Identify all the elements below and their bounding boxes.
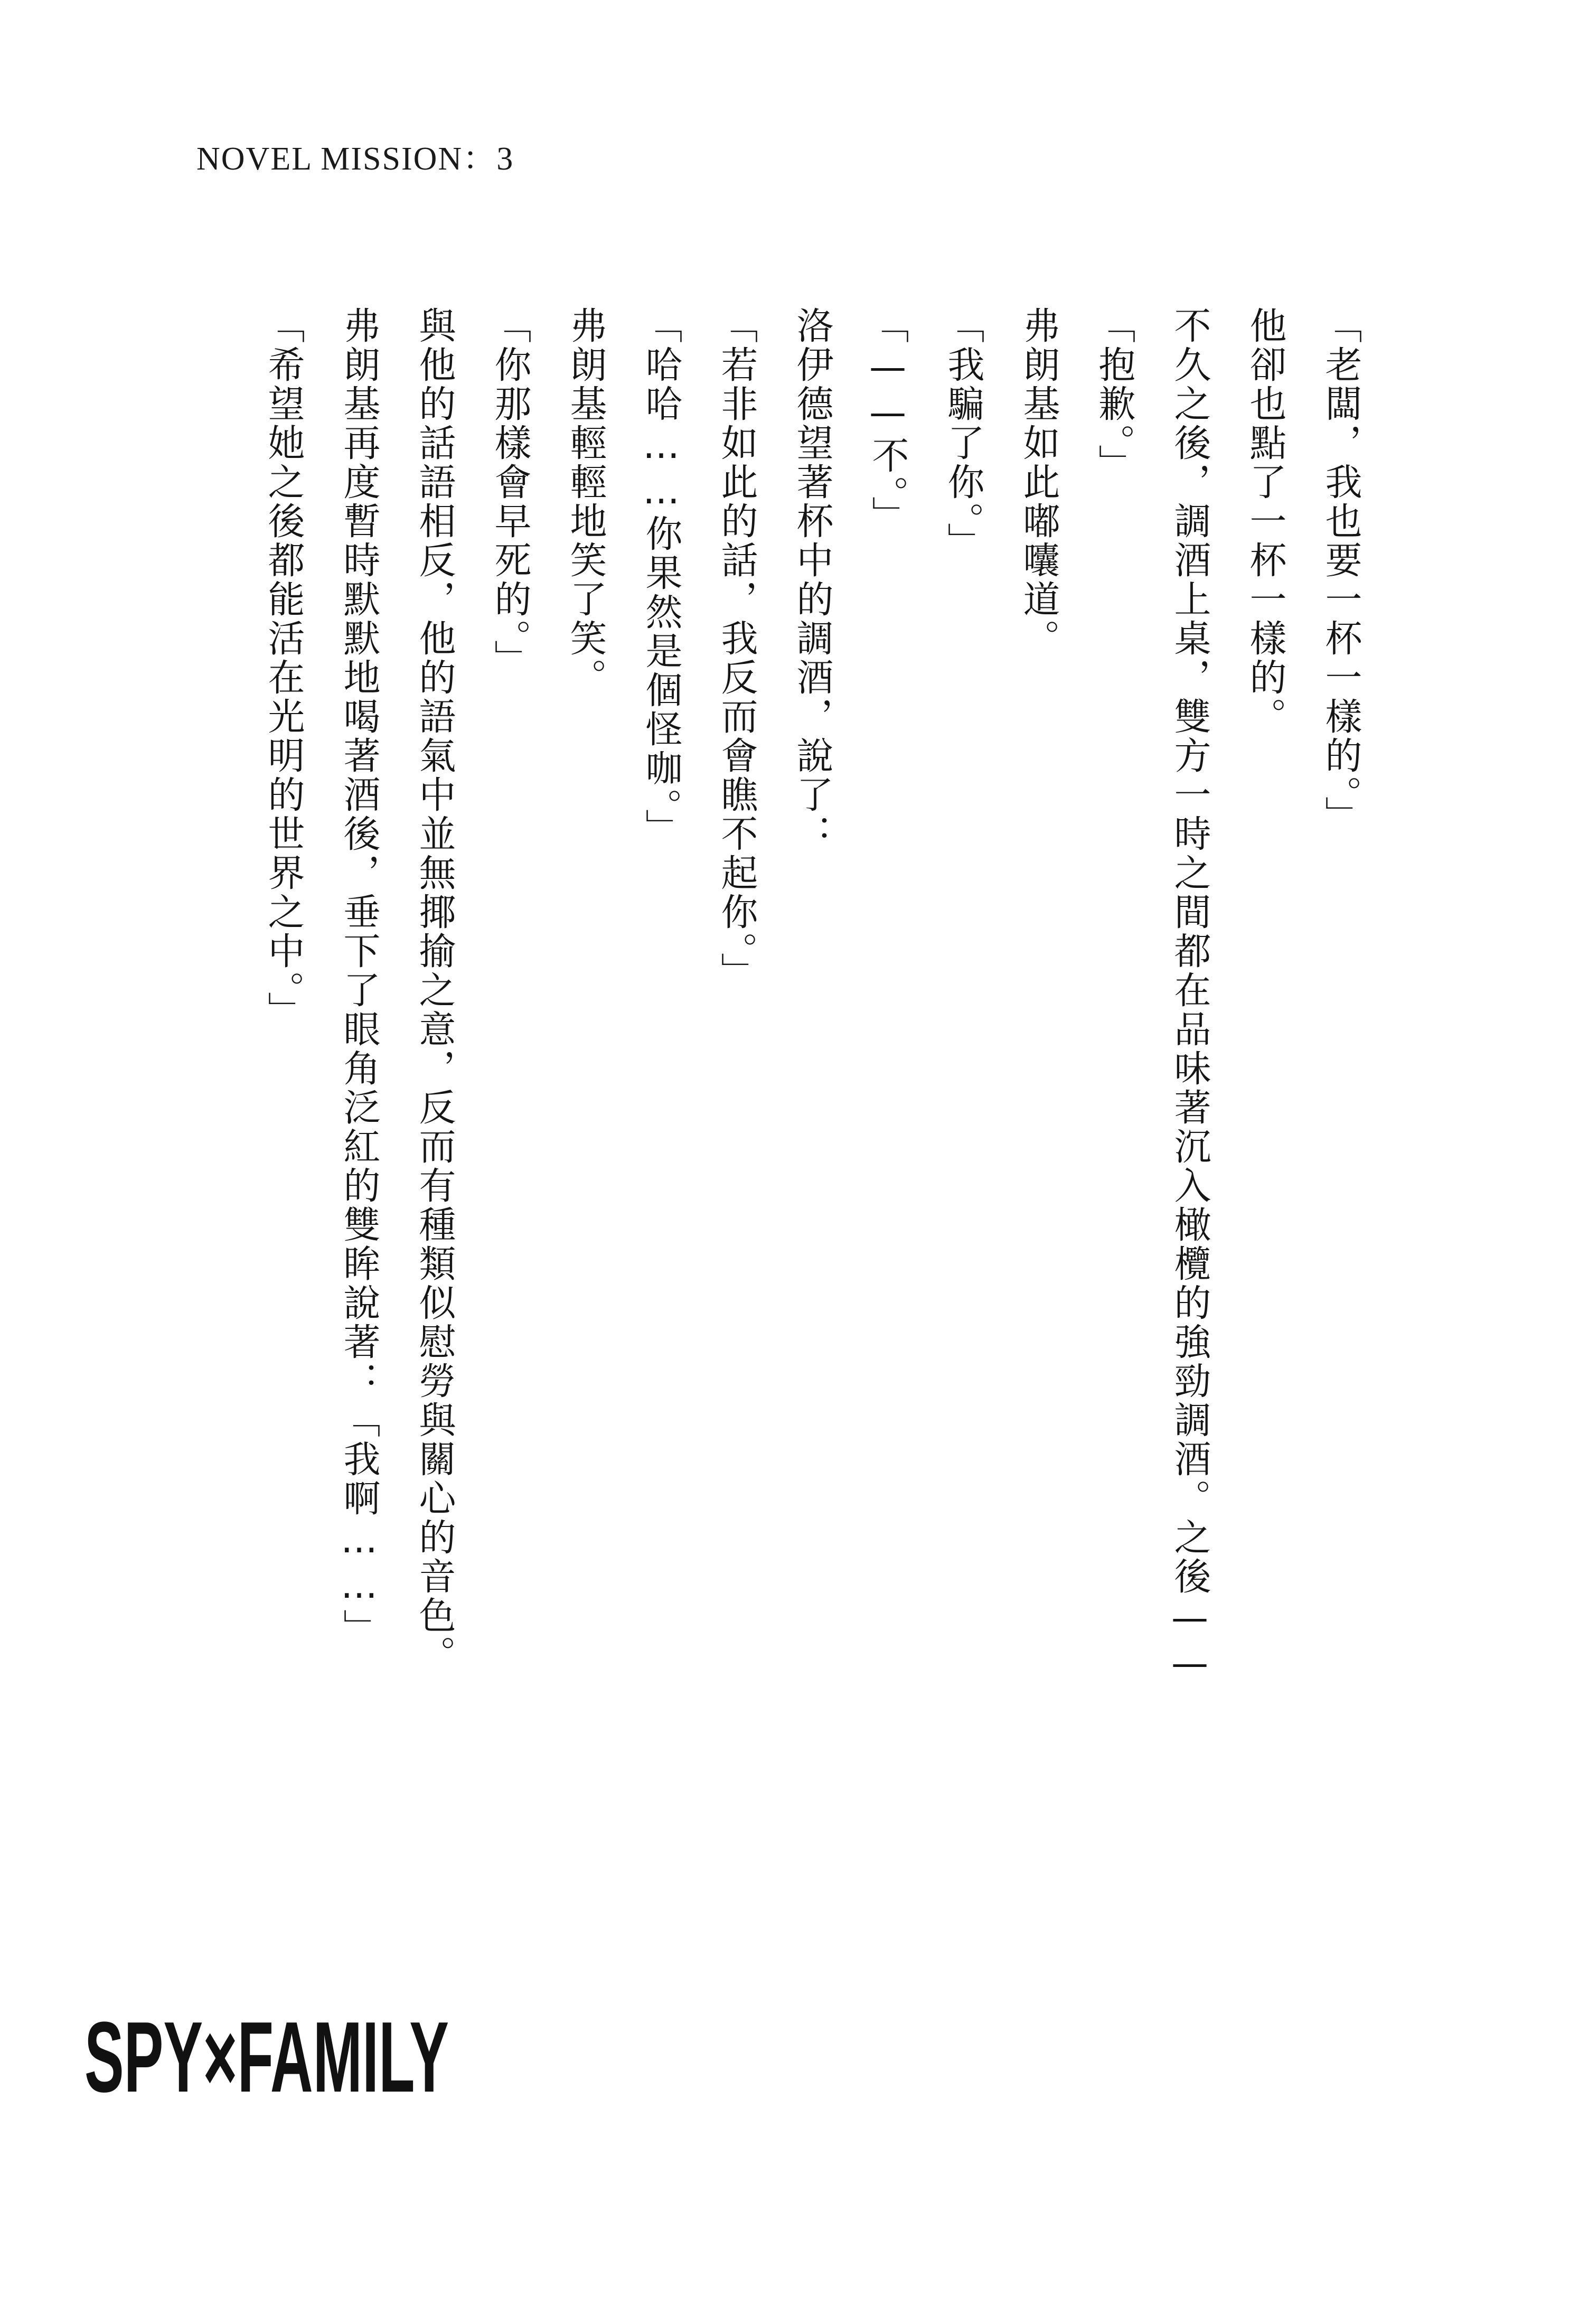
logo-text: SPY×FAMILY xyxy=(84,2001,449,2113)
text-line: 「抱歉。」 xyxy=(1093,306,1136,483)
text-line: 「若非如此的話，我反而會瞧不起你。」 xyxy=(715,306,758,991)
text-line: 弗朗基輕輕地笑了笑。 xyxy=(564,306,607,697)
text-line: 與他的話語相反，他的語氣中並無揶揄之意，反而有種類似慰勞與關心的音色。 xyxy=(413,306,456,1674)
text-line: 洛伊德望著杯中的調酒，說了： xyxy=(791,306,834,854)
vertical-text-body xyxy=(246,306,1378,1891)
text-line: 弗朗基再度暫時默默地喝著酒後，垂下了眼角泛紅的雙眸說著：「我啊……」 xyxy=(337,306,381,1648)
text-line: 「老闆，我也要一杯一樣的。」 xyxy=(1319,306,1362,835)
text-line: 「哈哈……你果然是個怪咖。」 xyxy=(640,306,683,848)
text-line: 「——不。」 xyxy=(866,306,909,535)
spy-family-logo xyxy=(84,2001,449,2113)
text-line: 「希望她之後都能活在光明的世界之中。」 xyxy=(262,306,305,1030)
text-line: 他卻也點了一杯一樣的。 xyxy=(1244,306,1287,736)
text-line: 弗朗基如此嘟囔道。 xyxy=(1017,306,1060,658)
text-line: 「你那樣會早死的。」 xyxy=(488,306,532,679)
text-line: 不久之後，調酒上桌，雙方一時之間都在品味著沉入橄欖的強勁調酒。之後—— xyxy=(1168,306,1211,1687)
page-header: NOVEL MISSION：3 xyxy=(196,141,514,177)
text-line: 「我騙了你。」 xyxy=(942,306,985,561)
